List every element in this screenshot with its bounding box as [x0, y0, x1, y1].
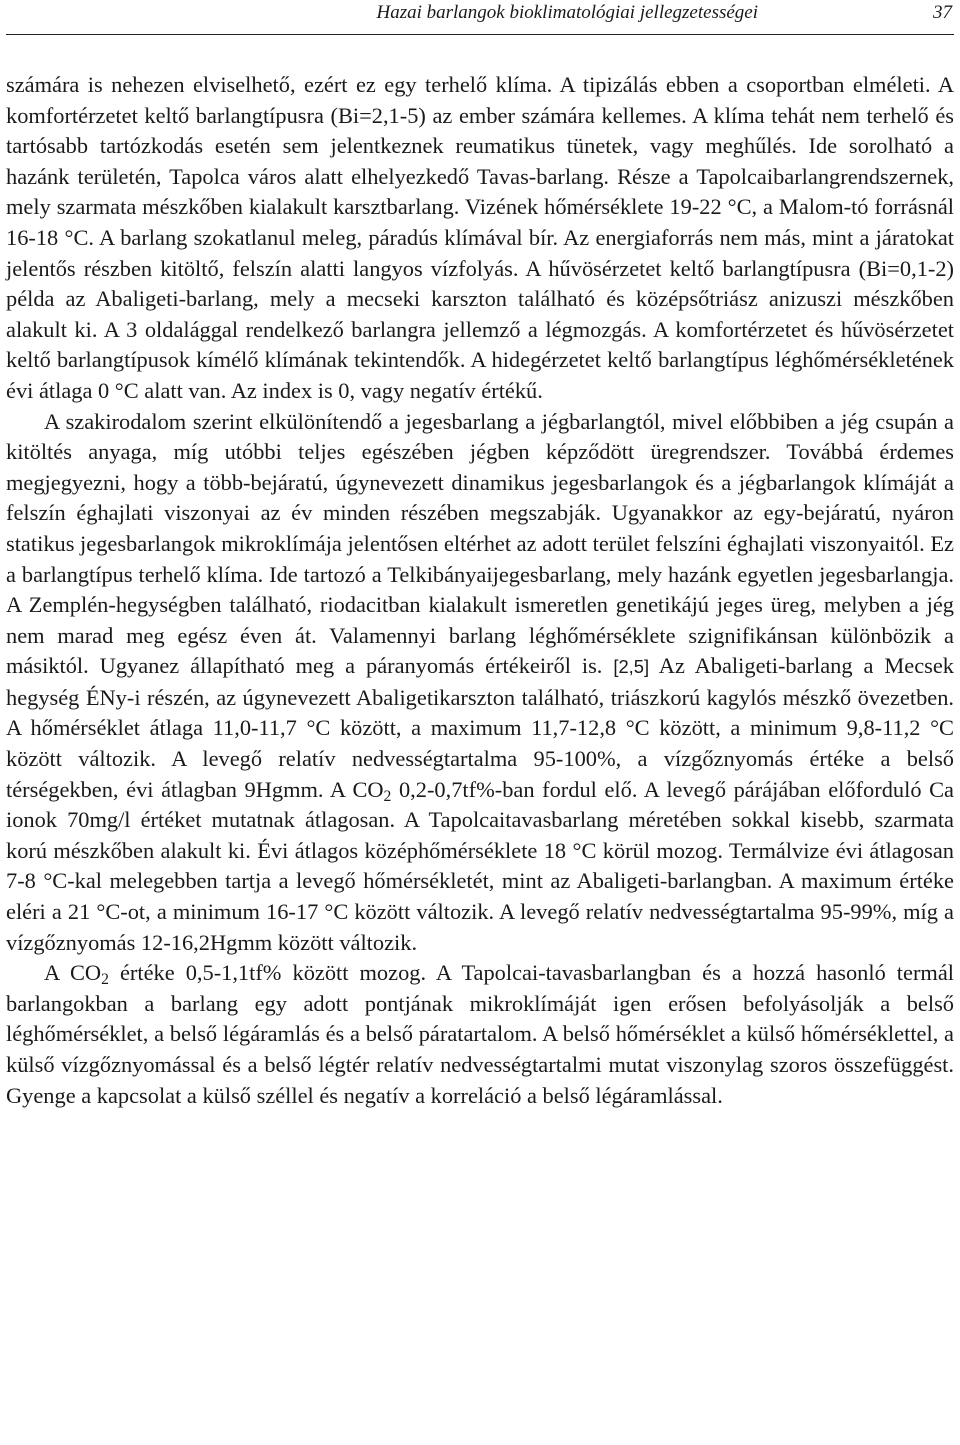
text-run: 0,2-0,7tf%-ban fordul elő. A levegő párájában előforduló Ca ionok 70mg/l értéket mutatnak átlagosan. A Tapolcaitavasbarlang méretében sokkal kisebb, szarmata korú mészkőben alakult ki. Évi átlagos középhőmérséklete 18 °C körül mozog. Termálvize évi átlagosan 7-8 °C-kal melegebben tartja a levegő hőmérsékletét, mint az Abaligeti-barlangban. A maximum értéke eléri a 21 °C-ot, a minimum 16-17 °C között változik. A levegő relatív nedvességtartalma 95-99%, míg a vízgőznyomás 12-16,2Hgmm között változik. [6, 776, 954, 955]
text-run: Az Abaligeti-barlang a Mecsek hegység ÉNy-i részén, az úgynevezett Abaligetikarszton található, triászkorú kagylós mészkő övezetben. A hőmérséklet átlaga 11,0-11,7 °C között, a maximum 11,7-12,8 °C között, a minimum 9,8-11,2 °C között változik. A levegő relatív nedvességtartalma 95-100%, a vízgőznyomás értéke a belső térségekben, évi átlagban 9Hgmm. A CO [6, 653, 955, 802]
running-header-title: Hazai barlangok bioklimatológiai jellegzetességei [376, 2, 758, 23]
subscript: 2 [383, 787, 392, 805]
paragraph-ice-caves [6, 407, 954, 959]
paragraph-co2 [6, 958, 954, 1111]
paragraph-continued [6, 70, 954, 407]
running-header [6, 0, 954, 35]
body-text [6, 70, 954, 1111]
text-run: értéke 0,5-1,1tf% között mozog. A Tapolcai-tavasbarlangban és a hozzá hasonló termál barlangokban a barlang egy adott pontjának mikroklímáját igen erősen befolyásolják a belső léghőmérséklet, a belső légáramlás és a belső páratartalom. A belső hőmérséklet a külső hőmérséklettel, a külső vízgőznyomással és a belső légtér relatív nedvességtartalmi mutat viszonylag szoros összefüggést. Gyenge a kapcsolat a külső széllel és negatív a korreláció a belső légáramlással. [6, 960, 954, 1108]
document-page [6, 0, 954, 1445]
page-number: 37 [933, 2, 952, 23]
text-run: A CO [44, 960, 102, 986]
text-run: számára is nehezen elviselhető, ezért ez egy terhelő klíma. A tipizálás ebben a csoportban elméleti. A komfortérzetet keltő barlangtípusra (Bi=2,1-5) az ember számára kellemes. A klíma tehát nem terhelő és tartósabb tartózkodás esetén sem jelentkeznek reumatikus tünetek, vagy meghűlés. Ide sorolható a hazánk területén, Tapolca város alatt elhelyezkedő Tavas-barlang. Része a Tapolcaibarlangrendszernek, mely szarmata mészkőben kialakult karsztbarlang. Vizének hőmérséklete 19-22 °C, a Malom-tó forrásnál 16-18 °C. A barlang szokatlanul meleg, páradús klímával bír. Az energiaforrás nem más, mint a járatokat jelentős részben kitöltő, felszín alatti langyos vízfolyás. A hűvösérzetet keltő barlangtípusra (Bi=0,1-2) példa az Abaligeti-barlang, mely a mecseki karszton található és középsőtriász anizuszi mészkőben alakult ki. A 3 oldalággal rendelkező barlangra jellemző a légmozgás. A komfortérzetet és hűvösérzetet keltő barlangtípusok kímélő klímának tekintendők. A hidegérzetet keltő barlangtípus léghőmérsékletének évi átlaga 0 °C alatt van. Az index is 0, vagy negatív értékű. [6, 72, 954, 403]
text-run: A szakirodalom szerint elkülönítendő a jegesbarlang a jégbarlangtól, mivel előbbiben a jég csupán a kitöltés anyaga, míg utóbbi teljes egészében jégben képződött üregrendszer. Továbbá érdemes megjegyezni, hogy a több-bejáratú, úgynevezett dinamikus jegesbarlangok és a jégbarlangok klímáját a felszín éghajlati viszonyai az év minden részében megszabják. Ugyanakkor az egy-bejáratú, nyáron statikus jegesbarlangok mikroklímája jelentősen eltérhet az adott terület felszíni éghajlati viszonyaitól. Ez a barlangtípus terhelő klíma. Ide tartozó a Telkibányaijegesbarlang, mely hazánk egyetlen jegesbarlangja. A Zemplén-hegységben található, riodacitban kialakult ismeretlen genetikájú jeges üreg, melyben a jég nem marad meg egész éven át. Valamennyi barlang léghőmérséklete szignifikánsan különbözik a másiktól. Ugyanez állapítható meg a páranyomás értékeiről is. [6, 408, 954, 679]
citation: [2,5] [613, 656, 650, 678]
subscript: 2 [101, 971, 109, 989]
